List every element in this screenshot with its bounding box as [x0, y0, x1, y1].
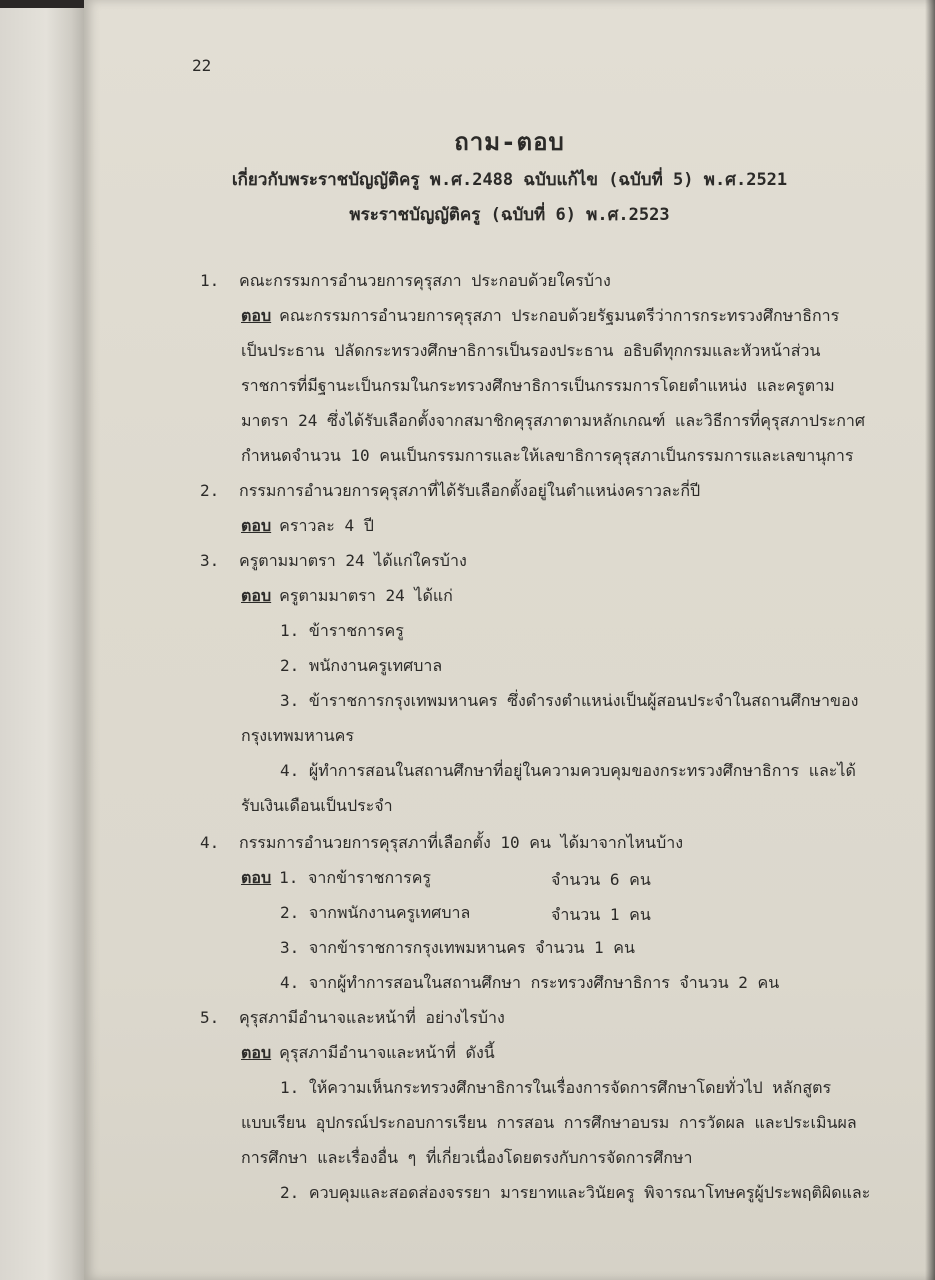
document-page — [84, 0, 935, 1280]
list-item: 2. พนักงานครูเทศบาล — [280, 656, 443, 675]
list-item: 1. ให้ความเห็นกระทรวงศึกษาธิการในเรื่องการจัดการศึกษาโดยทั่วไป หลักสูตร — [280, 1078, 832, 1097]
subtitle-line-1: เกี่ยวกับพระราชบัญญัติครู พ.ศ.2488 ฉบับแก้ไข (ฉบับที่ 5) พ.ศ.2521 — [231, 170, 788, 190]
scan-edge — [0, 0, 84, 8]
answer-line — [241, 1043, 495, 1063]
list-item: 3. ข้าราชการกรุงเทพมหานคร ซึ่งดำรงตำแหน่งเป็นผู้สอนประจำในสถานศึกษาของ — [280, 691, 859, 710]
question-text: คุรุสภามีอำนาจและหน้าที่ อย่างไรบ้าง — [239, 1008, 505, 1027]
question-number: 1. — [200, 271, 220, 290]
question-number: 5. — [200, 1008, 220, 1027]
list-item: 1. ข้าราชการครู — [280, 621, 404, 640]
item-count: จำนวน 1 คน — [551, 905, 651, 924]
list-item: 4. ผู้ทำการสอนในสถานศึกษาที่อยู่ในความควบคุมของกระทรวงศึกษาธิการ และได้ — [280, 761, 856, 780]
list-item: 1. จากข้าราชการครู — [279, 868, 432, 887]
list-item-continuation: กรุงเทพมหานคร — [241, 726, 354, 745]
answer-text: คณะกรรมการอำนวยการคุรุสภา ประกอบด้วยรัฐมนตรีว่าการกระทรวงศึกษาธิการ — [279, 306, 840, 325]
answer-label: ตอบ — [241, 868, 272, 887]
answer-label: ตอบ — [241, 586, 272, 605]
answer-line: ราชการที่มีฐานะเป็นกรมในกระทรวงศึกษาธิการเป็นกรรมการโดยตำแหน่ง และครูตาม — [241, 376, 835, 395]
question-text: ครูตามมาตรา 24 ได้แก่ใครบ้าง — [239, 551, 467, 570]
list-item: 2. ควบคุมและสอดส่องจรรยา มารยาทและวินัยครู พิจารณาโทษครูผู้ประพฤติผิดและ — [280, 1183, 871, 1202]
question-number: 4. — [200, 833, 220, 852]
item-count: จำนวน 6 คน — [551, 870, 651, 889]
list-item-continuation: การศึกษา และเรื่องอื่น ๆ ที่เกี่ยวเนื่องโดยตรงกับการจัดการศึกษา — [241, 1148, 693, 1167]
book-spine — [0, 0, 84, 1280]
answer-text: คราวละ 4 ปี — [279, 516, 374, 535]
list-item-continuation: แบบเรียน อุปกรณ์ประกอบการเรียน การสอน การศึกษาอบรม การวัดผล และประเมินผล — [241, 1113, 857, 1132]
answer-label: ตอบ — [241, 306, 272, 325]
question-number: 3. — [200, 551, 220, 570]
question-number: 2. — [200, 481, 220, 500]
answer-line: เป็นประธาน ปลัดกระทรวงศึกษาธิการเป็นรองประธาน อธิบดีทุกกรมและหัวหน้าส่วน — [241, 341, 821, 360]
page-title: ถาม-ตอบ — [454, 128, 565, 156]
page-number: 22 — [192, 56, 212, 75]
question-text: คณะกรรมการอำนวยการคุรุสภา ประกอบด้วยใครบ้าง — [239, 271, 611, 290]
answer-label: ตอบ — [241, 1043, 272, 1062]
subtitle-line-2: พระราชบัญญัติครู (ฉบับที่ 6) พ.ศ.2523 — [349, 205, 670, 225]
list-item: 2. จากพนักงานครูเทศบาล — [280, 903, 471, 922]
answer-line — [241, 868, 431, 888]
answer-line — [241, 516, 374, 536]
answer-line: มาตรา 24 ซึ่งได้รับเลือกตั้งจากสมาชิกคุรุสภาตามหลักเกณฑ์ และวิธีการที่คุรุสภาประกาศ — [241, 411, 866, 430]
list-item: 4. จากผู้ทำการสอนในสถานศึกษา กระทรวงศึกษาธิการ จำนวน 2 คน — [280, 973, 780, 992]
answer-line — [241, 586, 453, 606]
answer-text: ครูตามมาตรา 24 ได้แก่ — [279, 586, 453, 605]
answer-line — [241, 306, 839, 326]
list-item: 3. จากข้าราชการกรุงเทพมหานคร จำนวน 1 คน — [280, 938, 635, 957]
question-text: กรรมการอำนวยการคุรุสภาที่เลือกตั้ง 10 คน ได้มาจากไหนบ้าง — [239, 833, 684, 852]
answer-label: ตอบ — [241, 516, 272, 535]
question-text: กรรมการอำนวยการคุรุสภาที่ได้รับเลือกตั้งอยู่ในตำแหน่งคราวละกี่ปี — [239, 481, 701, 500]
list-item-continuation: รับเงินเดือนเป็นประจำ — [241, 796, 393, 815]
answer-line: กำหนดจำนวน 10 คนเป็นกรรมการและให้เลขาธิการคุรุสภาเป็นกรรมการและเลขานุการ — [241, 446, 854, 465]
answer-text: คุรุสภามีอำนาจและหน้าที่ ดังนี้ — [279, 1043, 495, 1062]
